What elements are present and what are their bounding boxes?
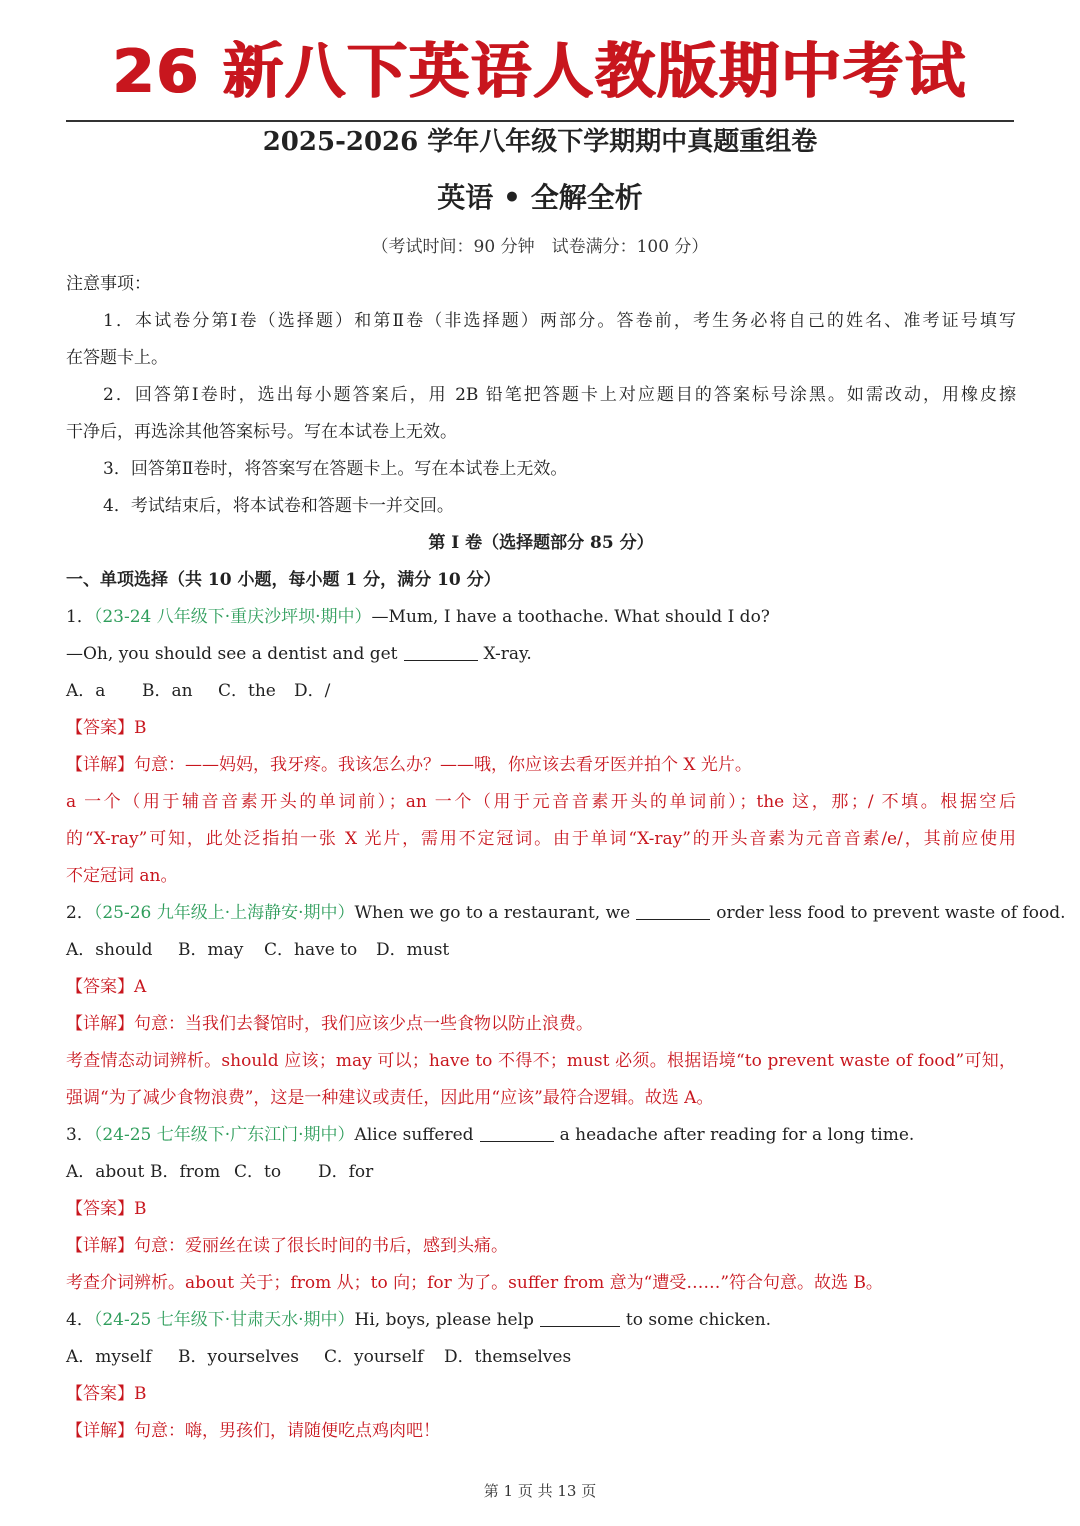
document-body — [66, 266, 1066, 1450]
option-d: D．for — [318, 1162, 374, 1182]
detail-label: 【详解】 — [66, 1421, 134, 1441]
question-number: 1． — [66, 607, 94, 627]
exam-info: （考试时间：90 分钟 试卷满分：100 分） — [371, 237, 709, 257]
question-source: （23-24 八年级下·重庆沙坪坝·期中） — [93, 607, 372, 627]
analysis-line: 不定冠词 an。 — [66, 866, 178, 886]
option-c: C．have to — [264, 940, 358, 960]
page-footer: 第 1 页 共 13 页 — [483, 1482, 597, 1500]
question-text: When we go to a restaurant, we — [354, 903, 631, 923]
detail-text: 句意：——妈妈，我牙疼。我该怎么办？——哦，你应该去看牙医并拍个 X 光片。 — [134, 755, 752, 775]
notice-item: 干净后，再选涂其他答案标号。写在本试卷上无效。 — [66, 422, 457, 442]
option-c: C．yourself — [324, 1347, 424, 1367]
notice-item: 4．考试结束后，将本试卷和答题卡一并交回。 — [103, 496, 454, 516]
question-text: to some chicken. — [625, 1310, 772, 1330]
question-text: X-ray. — [483, 644, 532, 664]
option-b: B．yourselves — [178, 1347, 300, 1367]
banner-title: 26 新八下英语人教版期中考试 — [112, 37, 968, 107]
question-stem — [66, 895, 1066, 932]
notice-item: 2．回答第Ⅰ卷时，选出每小题答案后，用 2B 铅笔把答题卡上对应题目的答案标号涂黑。如需改动，用橡皮擦 — [103, 385, 1016, 405]
question-options — [66, 932, 1016, 969]
answer-blank — [636, 899, 710, 920]
answer-line: 【答案】B — [66, 1384, 147, 1404]
notice-item: 1．本试卷分第Ⅰ卷（选择题）和第Ⅱ卷（非选择题）两部分。答卷前，考生务必将自己的姓名、准考证号填写 — [103, 311, 1016, 331]
detail-line — [66, 1228, 1016, 1265]
detail-text: 句意：当我们去餐馆时，我们应该少点一些食物以防止浪费。 — [134, 1014, 593, 1034]
option-d: D．must — [376, 940, 450, 960]
question-number: 2． — [66, 903, 94, 923]
document-title: 2025-2026 学年八年级下学期期中真题重组卷 — [262, 127, 818, 157]
question-text: Hi, boys, please help — [354, 1310, 534, 1330]
section-title: 第 I 卷（选择题部分 85 分） — [428, 533, 654, 553]
analysis-line: a 一个（用于辅音音素开头的单词前）；an 一个（用于元音音素开头的单词前）；the 这，那；/ 不填。根据空后 — [66, 792, 1016, 812]
question-options — [66, 1339, 1016, 1376]
question-stem — [66, 599, 1016, 636]
answer-blank — [480, 1121, 554, 1142]
answer-line: 【答案】B — [66, 718, 147, 738]
question-source: （24-25 七年级下·甘肃天水·期中） — [93, 1310, 355, 1330]
question-number: 4． — [66, 1310, 94, 1330]
analysis-line: 考查介词辨析。about 关于；from 从；to 向；for 为了。suffer from 意为“遭受……”符合句意。故选 B。 — [66, 1273, 883, 1293]
option-a: A．should — [66, 940, 153, 960]
detail-label: 【详解】 — [66, 755, 134, 775]
option-b: B．may — [178, 940, 244, 960]
question-text: —Mum, I have a toothache. What should I do? — [371, 607, 770, 627]
option-a: A．myself — [66, 1347, 152, 1367]
option-a: A．a — [66, 681, 106, 701]
analysis-line: 考查情态动词辨析。should 应该；may 可以；have to 不得不；must 必须。根据语境“to prevent waste of food”可知， — [66, 1051, 1016, 1071]
question-source: （24-25 七年级下·广东江门·期中） — [93, 1125, 355, 1145]
option-c: C．the — [218, 681, 276, 701]
question-source: （25-26 九年级上·上海静安·期中） — [93, 903, 355, 923]
question-text: —Oh, you should see a dentist and get — [66, 644, 398, 664]
question-text: order less food to prevent waste of food. — [716, 903, 1066, 923]
option-d: D．/ — [294, 681, 331, 701]
detail-line — [66, 747, 1016, 784]
document-subtitle: 英语 • 全解全析 — [437, 181, 643, 214]
answer-blank — [540, 1306, 620, 1327]
option-d: D．themselves — [444, 1347, 572, 1367]
analysis-line: 强调“为了减少食物浪费”，这是一种建议或责任，因此用“应该”最符合逻辑。故选 A。 — [66, 1088, 714, 1108]
detail-text: 句意：爱丽丝在读了很长时间的书后，感到头痛。 — [134, 1236, 508, 1256]
detail-line — [66, 1413, 1016, 1450]
analysis-line: 的“X-ray”可知，此处泛指拍一张 X 光片，需用不定冠词。由于单词“X-ray”的开头音素为元音音素/e/，其前应使用 — [66, 829, 1016, 849]
option-c: C．to — [234, 1162, 282, 1182]
answer-blank — [404, 640, 478, 661]
question-stem — [66, 1117, 1016, 1154]
notice-heading: 注意事项： — [66, 274, 151, 294]
question-text: a headache after reading for a long time. — [559, 1125, 915, 1145]
option-b: B．an — [142, 681, 193, 701]
notice-item: 3．回答第Ⅱ卷时，将答案写在答题卡上。写在本试卷上无效。 — [103, 459, 568, 479]
detail-label: 【详解】 — [66, 1014, 134, 1034]
question-number: 3． — [66, 1125, 94, 1145]
option-b: B．from — [150, 1162, 221, 1182]
option-a: A．about — [66, 1162, 145, 1182]
part-title: 一、单项选择（共 10 小题，每小题 1 分，满分 10 分） — [66, 570, 501, 590]
question-stem-line — [66, 636, 1016, 673]
question-options — [66, 1154, 1016, 1191]
question-options — [66, 673, 1016, 710]
detail-line — [66, 1006, 1016, 1043]
question-stem — [66, 1302, 1016, 1339]
answer-line: 【答案】A — [66, 977, 147, 997]
answer-line: 【答案】B — [66, 1199, 147, 1219]
notice-item: 在答题卡上。 — [66, 348, 168, 368]
question-text: Alice suffered — [354, 1125, 474, 1145]
detail-text: 句意：嗨，男孩们，请随便吃点鸡肉吧！ — [134, 1421, 440, 1441]
detail-label: 【详解】 — [66, 1236, 134, 1256]
